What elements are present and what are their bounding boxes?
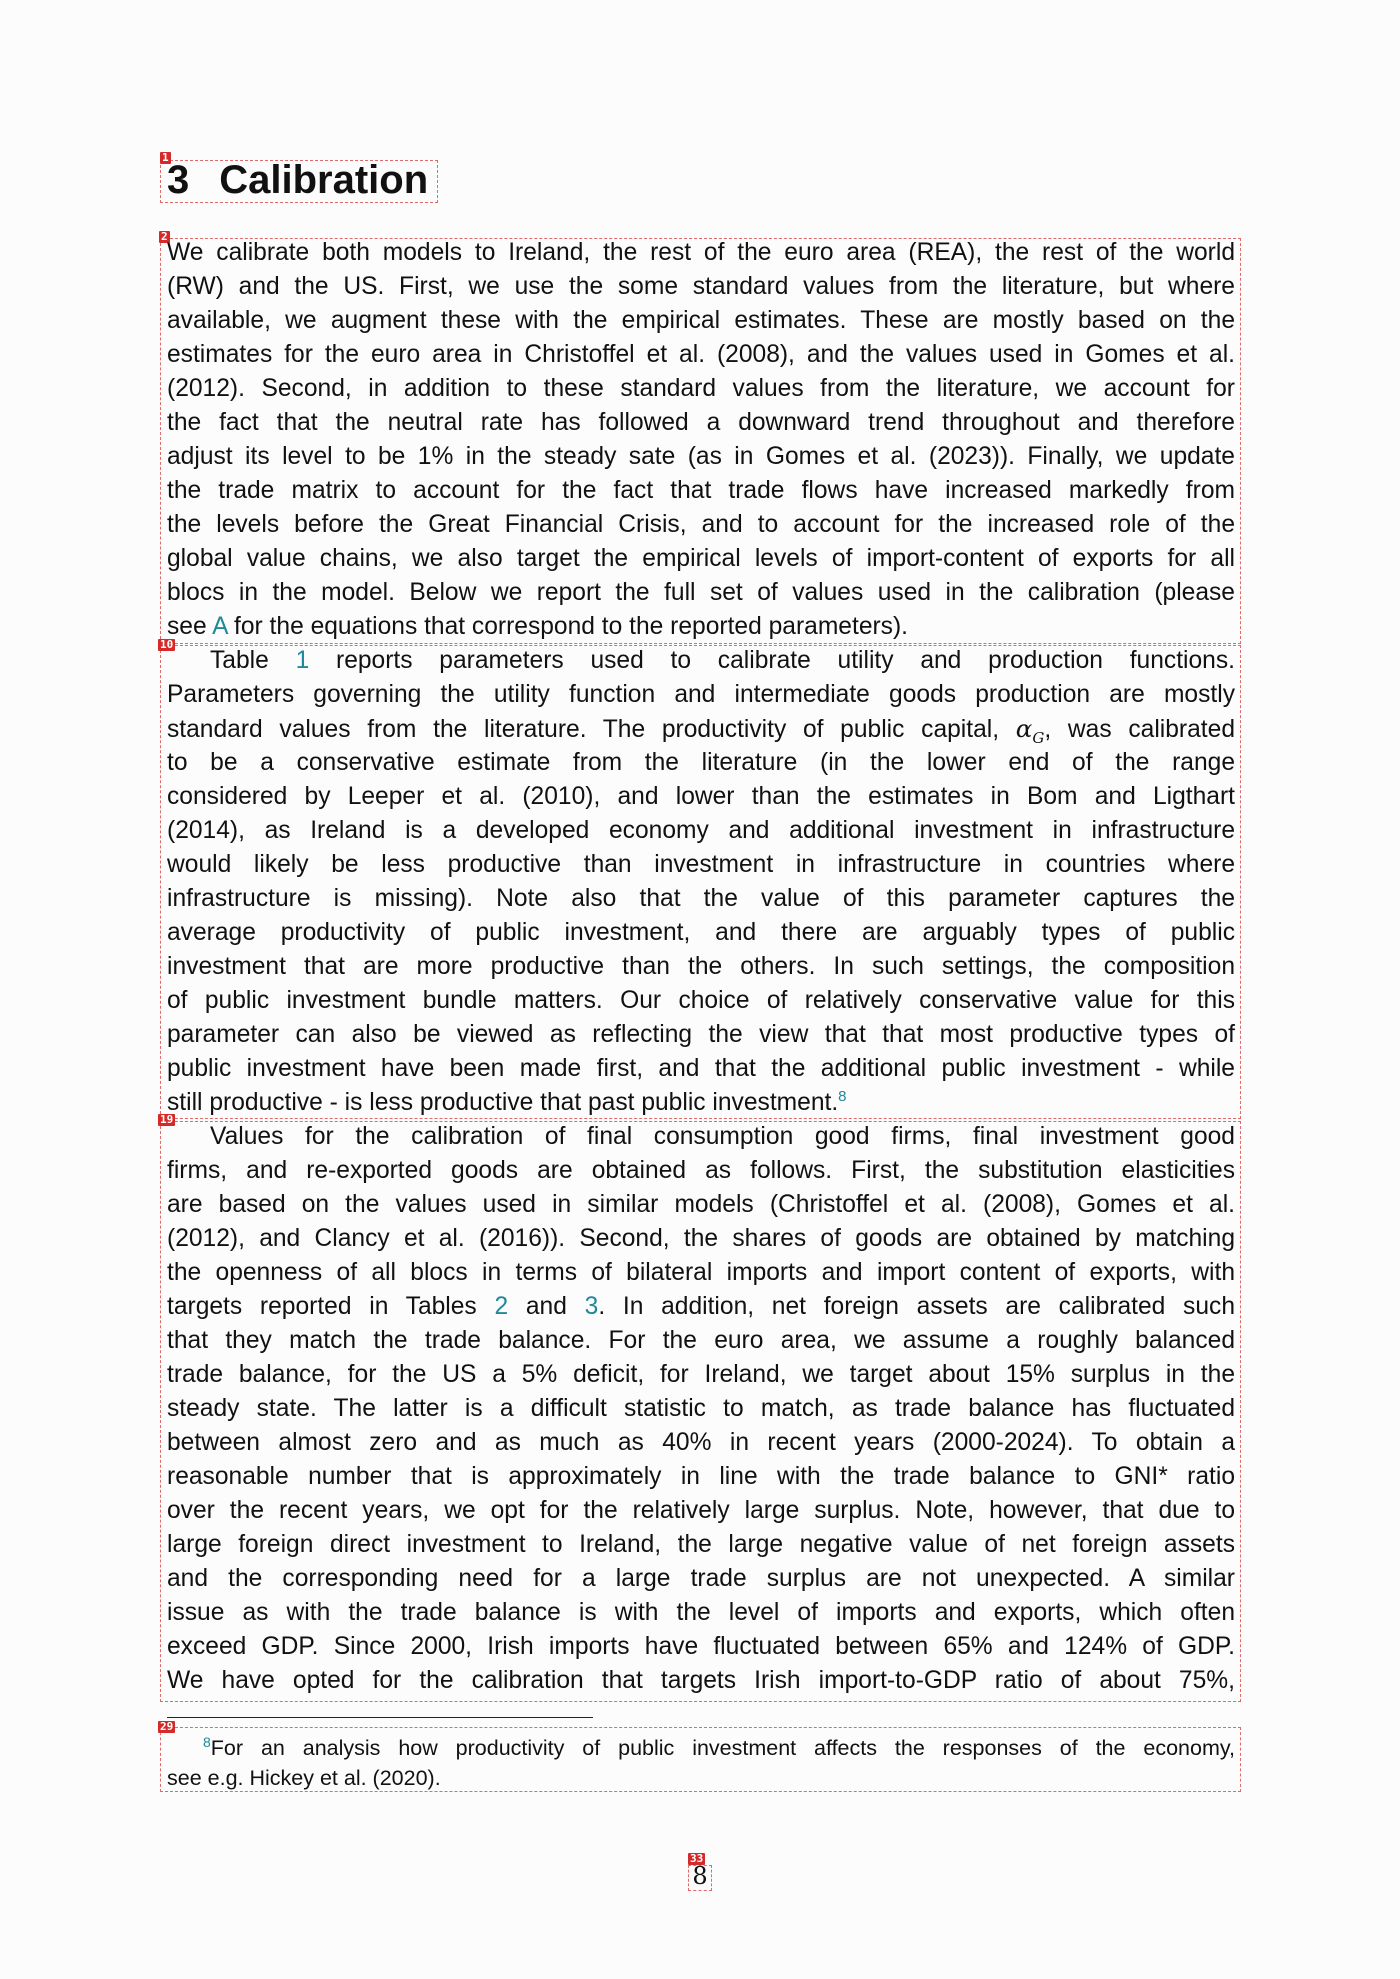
text-line: [167, 1290, 1235, 1324]
text-line: (RW) and the US. First, we use the some standard values from the literature, but where: [167, 273, 1235, 300]
text-line: [167, 712, 1235, 746]
text-line: firms, and re-exported goods are obtained as follows. First, the substitution elasticities: [167, 1157, 1235, 1184]
footnote-number: 8: [203, 1734, 211, 1750]
text-line: reasonable number that is approximately in line with the trade balance to GNI* ratio: [167, 1463, 1235, 1490]
annotation-label: 19: [160, 1113, 174, 1126]
text-line: [167, 644, 1235, 678]
text-line: investment that are more productive than the others. In such settings, the composition: [167, 953, 1235, 980]
text-line: that they match the trade balance. For the euro area, we assume a roughly balanced: [167, 1327, 1235, 1354]
text-line: (2012). Second, in addition to these standard values from the literature, we account for: [167, 375, 1235, 402]
footnote-rule: [167, 1717, 593, 1718]
text-line: We have opted for the calibration that targets Irish import-to-GDP ratio of about 75%,: [167, 1667, 1235, 1694]
text-line: steady state. The latter is a difficult statistic to match, as trade balance has fluctuated: [167, 1395, 1235, 1422]
footnote-marker-link[interactable]: 8: [838, 1088, 847, 1105]
text-span: For an analysis how productivity of public investment affects the responses of the economy,: [210, 1736, 1235, 1760]
text-line: Values for the calibration of final consumption good firms, final investment good: [210, 1123, 1235, 1150]
text-span: . In addition, net foreign assets are calibrated such: [598, 1293, 1235, 1320]
annotation-label: 29: [160, 1720, 174, 1733]
text-line: adjust its level to be 1% in the steady sate (as in Gomes et al. (2023)). Finally, we update: [167, 443, 1235, 470]
text-line: between almost zero and as much as 40% in recent years (2000-2024). To obtain a: [167, 1429, 1235, 1456]
text-line: blocs in the model. Below we report the full set of values used in the calibration (please: [167, 579, 1235, 606]
text-line: available, we augment these with the empirical estimates. These are mostly based on the: [167, 307, 1235, 334]
text-line: considered by Leeper et al. (2010), and lower than the estimates in Bom and Ligthart: [167, 783, 1235, 810]
text-line: and the corresponding need for a large trade surplus are not unexpected. A similar: [167, 1565, 1235, 1592]
text-span: Table: [210, 647, 296, 674]
text-line: We calibrate both models to Ireland, the rest of the euro area (REA), the rest of the world: [167, 239, 1235, 266]
text-span: reports parameters used to calibrate utility and production functions.: [309, 647, 1235, 674]
math-alpha-g: $\alpha_G$: [1015, 714, 1045, 747]
text-line: average productivity of public investment, and there are arguably types of public: [167, 919, 1235, 946]
text-line: public investment have been made first, and that the additional public investment - while: [167, 1055, 1235, 1082]
text-line: the fact that the neutral rate has followed a downward trend throughout and therefore: [167, 409, 1235, 436]
text-line: the levels before the Great Financial Crisis, and to account for the increased role of the: [167, 511, 1235, 538]
footnote-line: see e.g. Hickey et al. (2020).: [167, 1766, 441, 1790]
text-line: to be a conservative estimate from the literature (in the lower end of the range: [167, 749, 1235, 776]
table-link[interactable]: 1: [295, 647, 310, 674]
text-line: the openness of all blocs in terms of bilateral imports and import content of exports, with: [167, 1259, 1235, 1286]
text-span: see: [167, 613, 213, 640]
text-line: issue as with the trade balance is with the level of imports and exports, which often: [167, 1599, 1235, 1626]
text-span: and: [508, 1293, 585, 1320]
text-line: the trade matrix to account for the fact that trade flows have increased markedly from: [167, 477, 1235, 504]
table-link[interactable]: 2: [494, 1293, 509, 1320]
page-number: 8: [692, 1862, 708, 1890]
annotation-label: 2: [161, 230, 168, 243]
text-line: infrastructure is missing). Note also that the value of this parameter captures the: [167, 885, 1235, 912]
text-line: Parameters governing the utility function and intermediate goods production are mostly: [167, 681, 1235, 708]
text-line: trade balance, for the US a 5% deficit, for Ireland, we target about 15% surplus in the: [167, 1361, 1235, 1388]
text-line: estimates for the euro area in Christoffel et al. (2008), and the values used in Gomes et al.: [167, 341, 1235, 368]
text-span: for the equations that correspond to the reported parameters).: [227, 613, 909, 640]
text-line: over the recent years, we opt for the relatively large surplus. Note, however, that due to: [167, 1497, 1235, 1524]
text-line: (2012), and Clancy et al. (2016)). Second, the shares of goods are obtained by matching: [167, 1225, 1235, 1252]
section-heading: [167, 156, 428, 204]
section-title: Calibration: [219, 158, 429, 202]
annotation-label: 10: [160, 638, 174, 651]
text-line: [167, 1086, 1235, 1120]
text-line: exceed GDP. Since 2000, Irish imports have fluctuated between 65% and 124% of GDP.: [167, 1633, 1235, 1660]
text-line: (2014), as Ireland is a developed economy and additional investment in infrastructure: [167, 817, 1235, 844]
appendix-link[interactable]: A: [212, 613, 228, 640]
text-line: large foreign direct investment to Ireland, the large negative value of net foreign assets: [167, 1531, 1235, 1558]
text-line: of public investment bundle matters. Our choice of relatively conservative value for this: [167, 987, 1235, 1014]
text-line: would likely be less productive than investment in infrastructure in countries where: [167, 851, 1235, 878]
annotation-label: 33: [690, 1852, 704, 1865]
text-line: global value chains, we also target the empirical levels of import-content of exports for all: [167, 545, 1235, 572]
text-line: [167, 610, 1235, 644]
section-number: 3: [167, 158, 190, 202]
annotation-label: 1: [162, 151, 169, 164]
text-span: targets reported in Tables: [167, 1293, 495, 1320]
text-line: parameter can also be viewed as reflecting the view that that most productive types of: [167, 1021, 1235, 1048]
text-line: are based on the values used in similar models (Christoffel et al. (2008), Gomes et al.: [167, 1191, 1235, 1218]
footnote-line: [167, 1733, 1235, 1763]
text-span: , was calibrated: [1044, 716, 1235, 743]
text-span: still productive - is less productive that past public investment.: [167, 1089, 839, 1116]
text-span: standard values from the literature. The productivity of public capital,: [167, 716, 1016, 743]
table-link[interactable]: 3: [584, 1293, 599, 1320]
